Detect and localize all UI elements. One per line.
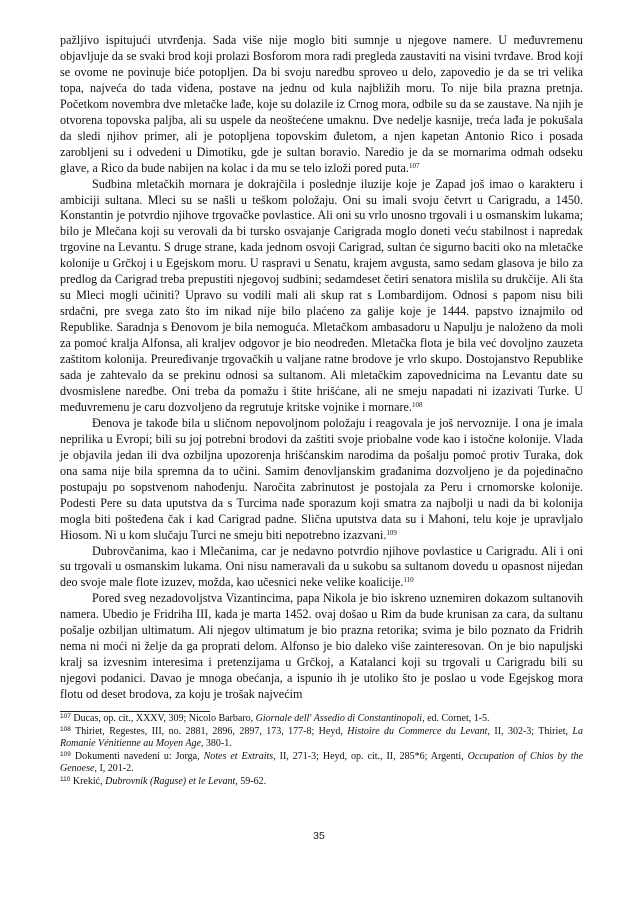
- footnote-text: , 59-62.: [235, 776, 267, 787]
- footnote-text: , ed. Cornet, 1-5.: [422, 713, 490, 725]
- footnote-text: , II, 302-3; Thiriet,: [487, 725, 573, 737]
- paragraph: [60, 416, 583, 544]
- footnote-divider: [60, 711, 210, 712]
- paragraph-text: Sudbina mletačkih mornara je dokrajčila i poslednje iluzije koje je Zapad još imao o karakteru i ambiciji sultana. Mleci su se našli u teškom položaju. Oni su imali svoju četvrt u Carigradu, a 1450. Konstantin je potvrdio njihove trgovačke povlastice. Ali oni su vrlo unosno trgovali i u osmanskim lukama; bilo je Mlečana koji su verovali da bi tursko osvajanje Carigrada moglo doneti veću stabilnost i napredak trgovine na Levantu. S druge strane, kada jednom osvoji Carigrad, sultan će sigurno baciti oko na mletačke kolonije u Grčkoj i u Egejskom moru. U raspravi u Senatu, krajem avgusta, samo sedam glasova je bilo za predlog da Carigrad treba prepustiti njegovoj sudbini; sedamdeset četiri senatora mislila su drukčije. Ali šta su Mleci mogli učiniti? Upravo su vodili mali ali skup rat s Lombardijom. Odnosi s papom nisu bili srdačni, pre svega zato što im nikad nije bilo plaćeno za galije koje je 1444. papstvo iznajmilo od Republike. Saradnja s Đenovom je bila nemoguća. Mletačkom ambasadoru u Napulju je naloženo da moli za pomoć kralja Alfonsa, ali kraljev odgovor je bio neodređen. Mletačka flota je bila već dovoljno zauzeta zaštitom kolonija. Preuređivanje trgovačkih u valjane ratne brodove je vrlo skupo. Dostojanstvo Republike sada je zahtevalo da se prekinu odnosi sa sultanom. Ali mletačkim zapovednicima na Levantu date su dvosmislene naredbe. Oni treba da pomažu i štite hrišćane, ali ne smeju napadati ni izazivati Turke. U međuvremenu je caru dozvoljeno da regrutuje kritske vojnike i mornare.: [60, 176, 583, 414]
- footnote: [60, 713, 583, 726]
- footnote: [60, 776, 583, 789]
- paragraph-text: pažljivo ispitujući utvrđenja. Sada više nije moglo biti sumnje u njegove namere. U međuvremenu objavljuje da se svaki brod koji prolazi Bosforom mora radi pregleda zaustaviti na visini tvrđave. Brod koji se ovome ne povinuje biće potopljen. Da bi svoju naredbu sproveo u delo, zapovedio je da se tri velika topa, najveća do tada viđena, postave na jednu od kula najbližih moru. To nije bila prazna pretnja. Početkom novembra dve mletačke lađe, koje su dolazile iz Crnog mora, odbile su da se zaustave. Na njih je otvorena topovska paljba, ali su uspele da neoštećene umaknu. Dve nedelje kasnije, treća lađa je pokušala da sledi njihov primer, ali je potopljena topovskim đuletom, a njen kapetan Antonio Rico i posada zarobljeni su i odvedeni u Dimotiku, gde je sultan boravio. Naredio je da se mornarima odmah odseku glave, a Rico da bude nabijen na kolac i da mu se telo izloži pored puta.: [60, 33, 583, 175]
- footnote-number: 108: [60, 725, 71, 733]
- footnote-text: , 380-1.: [200, 738, 232, 750]
- page-number: 35: [313, 830, 325, 842]
- paragraph: [60, 33, 583, 177]
- footnote-number: 107: [60, 713, 71, 721]
- footnote-title: Notes et Extraits: [203, 750, 274, 762]
- footnote-title: Dubrovnik (Raguse) et le Levant: [105, 776, 236, 787]
- paragraph-text: Đenova je takođe bila u sličnom nepovoljnom položaju i reagovala je još nervoznije. I ona je imala neprilika u Evropi; bili su joj potrebni brodovi da zaštiti svoje priobalne vode kao i istočne kolonije. Vlada je objavila jedan ili dva ozbiljna upozorenja hrišćanskim narodima da pošalju pomoć protiv Turaka, dok ona sama nije bila spremna da to učini. Samim đenovljanskim građanima dozvoljeno je da pojedinačno postupaju po sopstvenom nahođenju. Naročita zabrinutost je postojala za Peru i crnomorske kolonije. Podesti Pere su data uputstva da s Turcima nađe sporazum koji smatra za najbolji u nadi da bi kolonija mogla biti pošteđena čak i kad Carigrad padne. Slična uputstva data su i Mahoni, telu koje je upravljalo Hiosom. Ni u kom slučaju Turci ne smeju biti nepotrebno izazvani.: [60, 415, 583, 542]
- footnote-text: , II, 271-3; Heyd, op. cit., II, 285*6; Argenti,: [273, 750, 468, 762]
- footnote-text: Krekić,: [72, 776, 106, 787]
- footnote-reference: 110: [403, 576, 414, 585]
- footnote-text: Dokumenti navedeni u: Jorga,: [74, 750, 204, 762]
- paragraph-text: Pored sveg nezadovoljstva Vizantincima, papa Nikola je bio iskreno uznemiren dokazom sultanovih namera. Ubedio je Fridriha III, kada je marta 1452. ovaj došao u Rim da bude krunisan za cara, da sultanu pošalje ozbiljan ultimatum. Ali njegov ultimatum je bio prazna retorika; svima je bilo poznato da Fridrih nema ni moći ni želje da ga proprati delom. Alfonso je bio daleko više zainteresovan. On je bio napuljski kralj sa izvesnim interesima i pretenzijama u Grčkoj, a Katalanci koji su trgovali u Carigradu bili su njegovi podanici. Davao je mnoga obećanja, a ispunio ih je utoliko što je poslao u vode Egejskog mora flotu od deset brodova, za koju je trošak najvećim: [60, 591, 583, 702]
- paragraph: [60, 177, 583, 416]
- paragraph: [60, 544, 583, 592]
- footnote-title: Histoire du Commerce du Levant: [347, 725, 488, 737]
- footnote-reference: 108: [411, 400, 423, 409]
- footnote-text: Ducas, op. cit., XXXV, 309; Nicolo Barbaro,: [73, 713, 256, 725]
- footnote-number: 110: [60, 776, 71, 783]
- paragraph: [60, 591, 583, 703]
- footnote: [60, 751, 583, 776]
- footnote-title: La Romanie Vénitienne au Moyen Age: [60, 725, 583, 750]
- footnotes: [60, 713, 583, 789]
- footnote-reference: 107: [408, 161, 420, 170]
- footnote-text: , I, 201-2.: [94, 763, 134, 775]
- footnote-title: Occupation of Chios by the Genoese: [60, 750, 583, 775]
- document-page: [60, 33, 583, 789]
- footnote-reference: 109: [386, 528, 397, 537]
- footnote: [60, 726, 583, 751]
- footnote-text: Thiriet, Regestes, III, no. 2881, 2896, 2897, 173, 177-8; Heyd,: [75, 725, 348, 737]
- paragraph-text: Dubrovčanima, kao i Mlečanima, car je nedavno potvrdio njihove povlastice u Carigradu. Ali i oni su trgovali u osmanskim lukama. Oni nisu nameravali da u sukobu sa sultanom dovedu u opasnost nijedan deo svoje male flote izuzev, možda, kao učesnici neke velike koalicije.: [60, 543, 583, 590]
- body-text: [60, 33, 583, 703]
- footnote-number: 109: [60, 750, 71, 758]
- footnote-title: Giornale dell' Assedio di Constantinopoli: [255, 713, 423, 725]
